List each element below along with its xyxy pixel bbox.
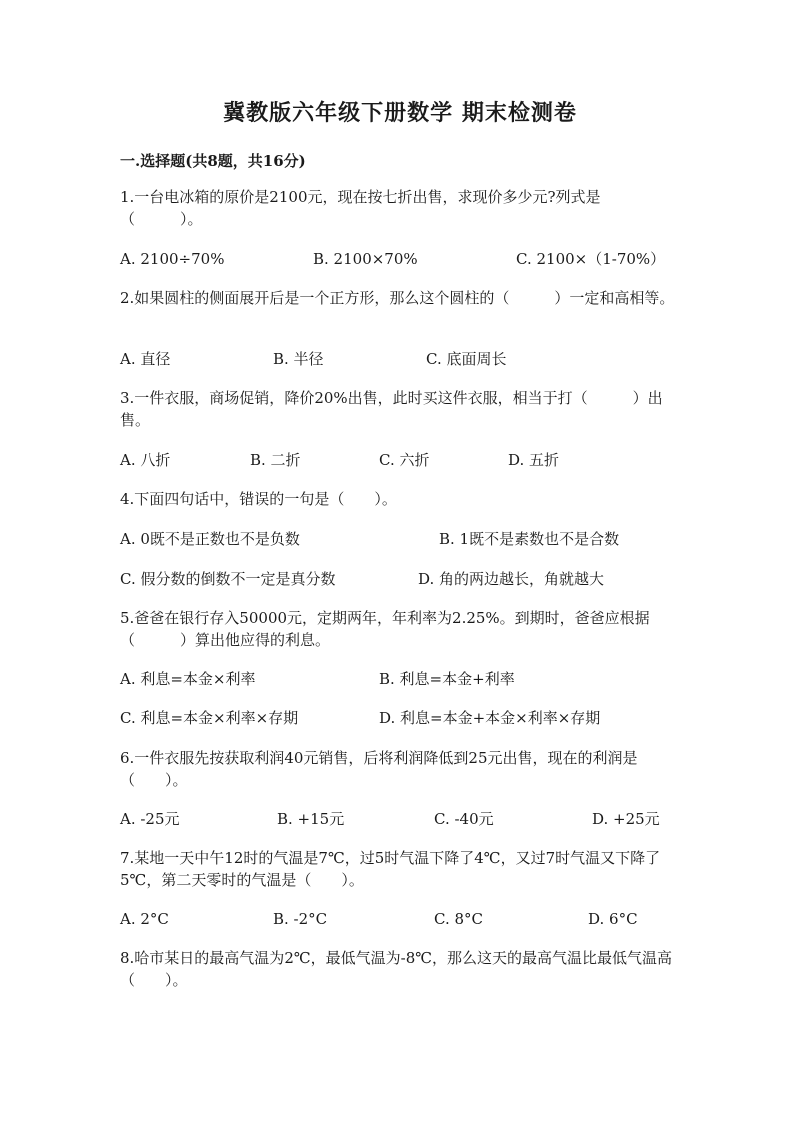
option-7b[interactable]: B. -2°C [273,910,328,928]
option-6d[interactable]: D. +25元 [592,810,660,828]
question-6: 6.一件衣服先按获取利润40元销售，后将利润降低到25元出售，现在的利润是（ ）。 [120,749,638,789]
page-title: 冀教版六年级下册数学 期末检测卷 [223,100,577,126]
option-5d[interactable]: D. 利息=本金+本金×利率×存期 [379,709,601,727]
question-7: 7.某地一天中午12时的气温是7℃，过5时气温下降了4℃，又过7时气温又下降了5℃，第二天零时的气温是（ ）。 [120,849,661,889]
question-3: 3.一件衣服，商场促销，降价20%出售，此时买这件衣服，相当于打（ ）出售。 [120,389,663,429]
option-4b[interactable]: B. 1既不是素数也不是合数 [439,530,620,548]
option-1a[interactable]: A. 2100÷70% [120,250,225,268]
option-6a[interactable]: A. -25元 [120,810,180,828]
option-2c[interactable]: C. 底面周长 [426,350,507,368]
option-7a[interactable]: A. 2°C [120,910,169,928]
question-1: 1.一台电冰箱的原价是2100元，现在按七折出售，求现价多少元?列式是（ ）。 [120,188,601,228]
option-5a[interactable]: A. 利息=本金×利率 [120,670,256,688]
option-5c[interactable]: C. 利息=本金×利率×存期 [120,709,299,727]
question-5: 5.爸爸在银行存入50000元，定期两年，年利率为2.25%。到期时，爸爸应根据（ ）算出他应得的利息。 [120,609,650,649]
option-7c[interactable]: C. 8°C [434,910,483,928]
option-7d[interactable]: D. 6°C [588,910,638,928]
option-6b[interactable]: B. +15元 [277,810,345,828]
option-2a[interactable]: A. 直径 [120,350,171,368]
option-3d[interactable]: D. 五折 [508,451,560,469]
section-heading: 一.选择题(共8题，共16分) [120,152,306,170]
option-3a[interactable]: A. 八折 [120,451,171,469]
question-2: 2.如果圆柱的侧面展开后是一个正方形，那么这个圆柱的（ ）一定和高相等。 [120,289,675,307]
option-5b[interactable]: B. 利息=本金+利率 [379,670,515,688]
option-1c[interactable]: C. 2100×（1-70%） [516,250,666,268]
option-3b[interactable]: B. 二折 [250,451,301,469]
option-6c[interactable]: C. -40元 [434,810,494,828]
option-3c[interactable]: C. 六折 [379,451,430,469]
option-4d[interactable]: D. 角的两边越长，角就越大 [418,570,605,588]
question-4: 4.下面四句话中，错误的一句是（ ）。 [120,490,397,508]
question-8: 8.哈市某日的最高气温为2℃，最低气温为-8℃，那么这天的最高气温比最低气温高（ ）。 [120,949,673,989]
option-4c[interactable]: C. 假分数的倒数不一定是真分数 [120,570,336,588]
option-1b[interactable]: B. 2100×70% [313,250,418,268]
option-2b[interactable]: B. 半径 [273,350,324,368]
option-4a[interactable]: A. 0既不是正数也不是负数 [120,530,300,548]
